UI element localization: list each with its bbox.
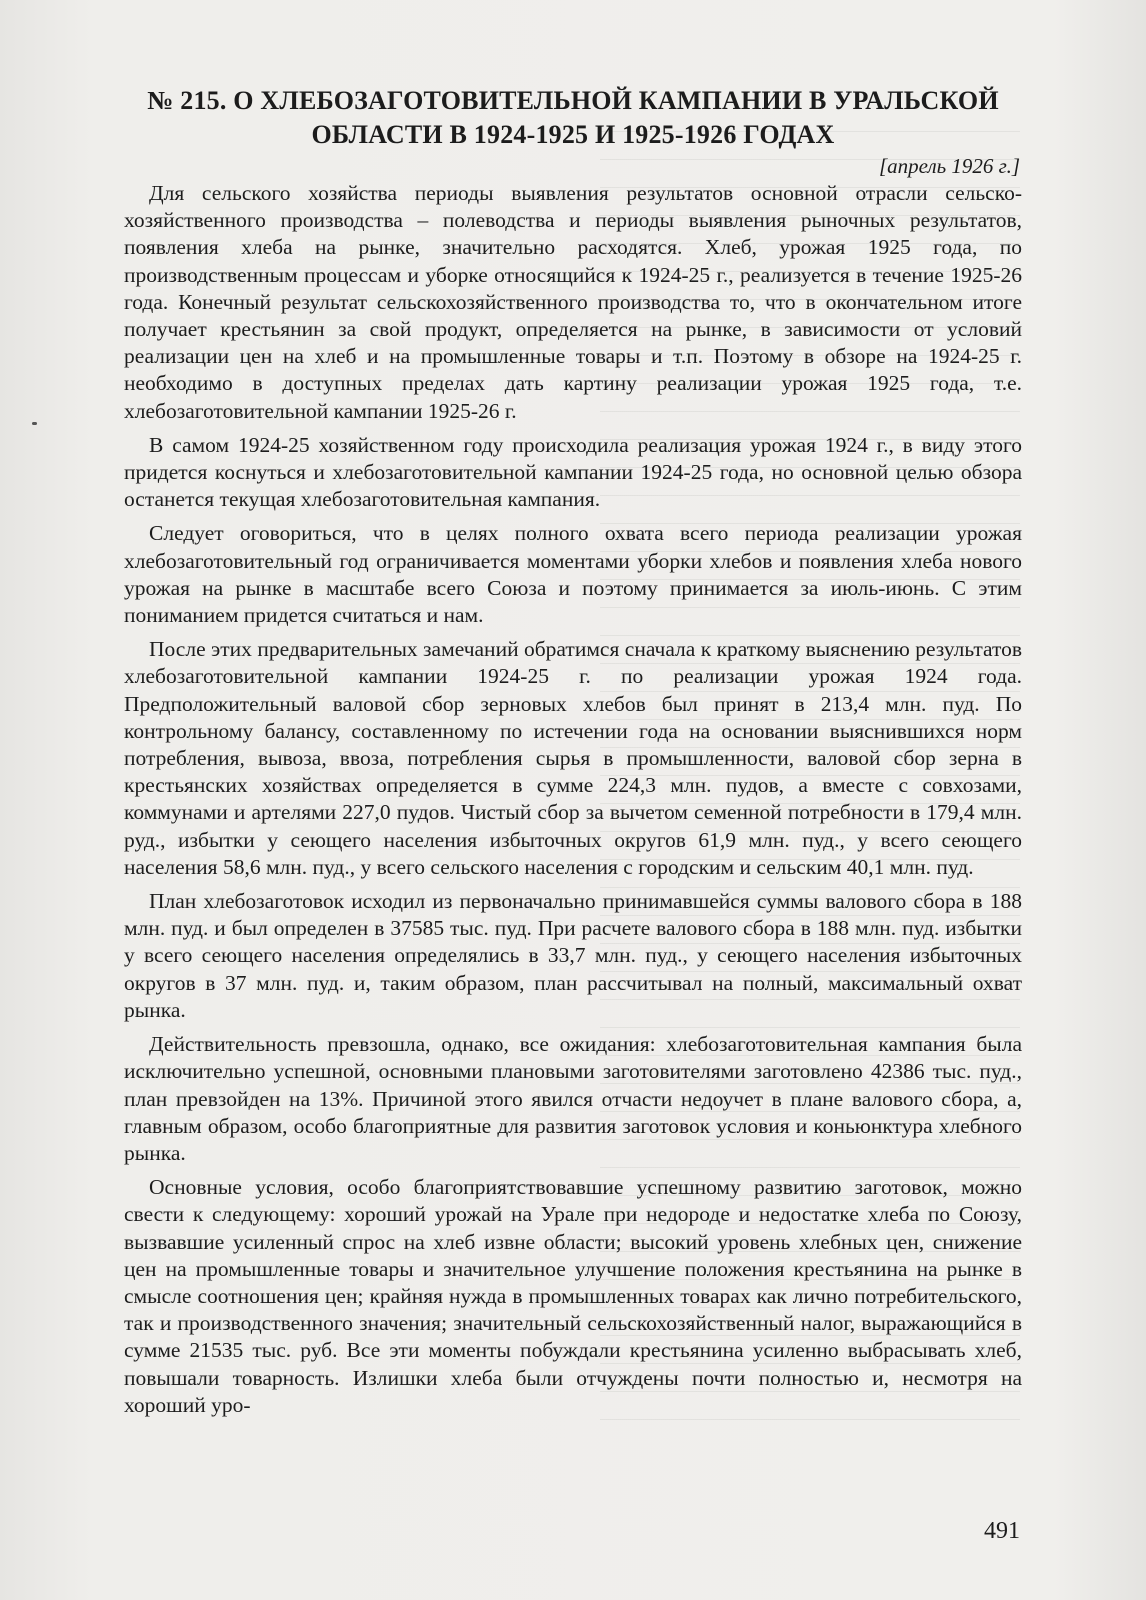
- paragraph-1: Для сельского хозяйства периоды выявления результатов основной отрасли сельско-хозяйственного производства – полеводства и периоды выявления рыночных результатов, появления хлеба на рынке, значительно расходятся. Хлеб, урожая 1925 года, по производственным процессам и уборке относящийся к 1924-25 г., реализуется в течение 1925-26 года. Конечный результат сельскохозяйственного производства то, что в окончательном итоге получает крестьянин за свой продукт, определяется на рынке, в зависимости от условий реализации цен на хлеб и на промышленные товары и т.п. Поэтому в обзоре на 1924-25 г. необходимо в доступных пределах дать картину реализации урожая 1925 года, т.е. хлебозаготовительной кампании 1925-26 г.: [124, 181, 1022, 423]
- paragraph-3: Следует оговориться, что в целях полного охвата всего периода реализации урожая хлебозаготовительный год ограничивается моментами уборки хлебов и появления хлеба нового урожая на рынке в масштабе всего Союза и поэтому принимается за июль-июнь. С этим пониманием придется считаться и нам.: [124, 521, 1022, 628]
- paragraph-6: Действительность превзошла, однако, все ожидания: хлебозаготовительная кампания была исключительно успешной, основными плановыми заготовителями заготовлено 42386 тыс. пуд., план превзойден на 13%. Причиной этого явился отчасти недоучет в плане валового сбора, а, главным образом, особо благоприятные для развития заготовок условия и коньюнктура хлебного рынка.: [124, 1032, 1022, 1165]
- document-title-line-2: ОБЛАСТИ В 1924-1925 И 1925-1926 ГОДАХ: [311, 120, 835, 149]
- document-date: [апрель 1926 г.]: [878, 154, 1020, 178]
- document-title: [124, 84, 1022, 152]
- paragraph-4: После этих предварительных замечаний обратимся сначала к краткому выяснению результатов хлебозаготовительной кампании 1924-25 г. по реализации урожая 1924 года. Предположительный валовой сбор зерновых хлебов был принят в 213,4 млн. пуд. По контрольному балансу, составленному по истечении года на основании выяснившихся норм потребления, вывоза, ввоза, потребления сырья в промышленности, валовой сбор зерна в крестьянских хозяйствах определяется в сумме 224,3 млн. пудов, а вместе с совхозами, коммунами и артелями 227,0 пудов. Чистый сбор за вычетом семенной потребности в 179,4 млн. руд., избытки у сеющего населения избыточных округов 61,9 млн. пуд., у всего сеющего населения 58,6 млн. пуд., у всего сельского населения с городским и сельским 40,1 млн. пуд.: [124, 637, 1022, 879]
- paragraph-2: В самом 1924-25 хозяйственном году происходила реализация урожая 1924 г., в виду этого придется коснуться и хлебозаготовительной кампании 1924-25 года, но основной целью обзора останется текущая хлебозаготовительная кампания.: [124, 432, 1022, 512]
- scan-speck: [32, 422, 37, 425]
- paragraph-5: План хлебозаготовок исходил из первоначально принимавшейся суммы валового сбора в 188 млн. пуд. и был определен в 37585 тыс. пуд. При расчете валового сбора в 188 млн. пуд. избытки у всего сеющего населения определялись в 33,7 млн. пуд., у сеющего населения избыточных округов в 37 млн. пуд. и, таким образом, план рассчитывал на полный, максимальный охват рынка.: [124, 889, 1022, 1022]
- document-title-line-1: № 215. О ХЛЕБОЗАГОТОВИТЕЛЬНОЙ КАМПАНИИ В УРАЛЬСКОЙ: [147, 86, 999, 115]
- document-body: [124, 180, 1022, 1419]
- page-number: 491: [984, 1518, 1020, 1544]
- document-content: [124, 84, 1022, 1419]
- paragraph-7: Основные условия, особо благоприятствовавшие успешному развитию заготовок, можно свести к следующему: хороший урожай на Урале при недороде и недостатке хлеба по Союзу, вызвавшие усиленный спрос на хлеб извне области; высокий уровень хлебных цен, снижение цен на промышленные товары и значительное улучшение положения крестьянина на рынке в смысле соотношения цен; крайняя нужда в промышленных товарах как лично потребительского, так и производственного значения; значительный сельскохозяйственный налог, выражающийся в сумме 21535 тыс. руб. Все эти моменты побуждали крестьянина усиленно выбрасывать хлеб, повышали товарность. Излишки хлеба были отчуждены почти полностью и, несмотря на хороший уро-: [124, 1175, 1022, 1417]
